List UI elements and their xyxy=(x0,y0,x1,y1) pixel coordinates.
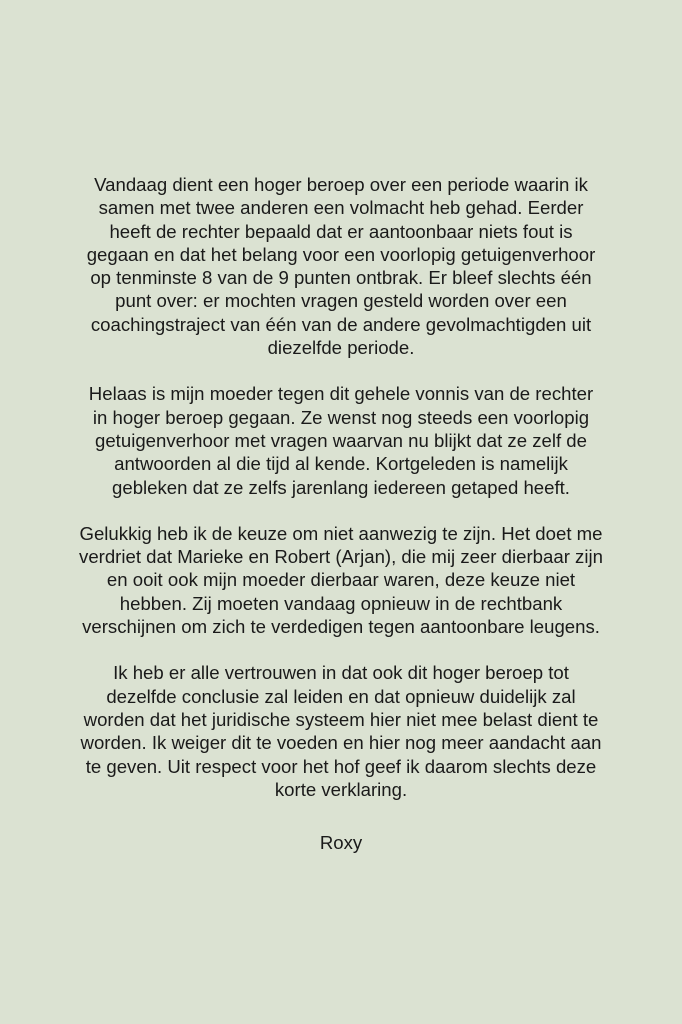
signature-name: Roxy xyxy=(319,832,363,854)
text-line: Vandaag dient een hoger beroep over een periode waarin ik xyxy=(94,174,588,195)
text-line: Helaas is mijn moeder tegen dit gehele vonnis van de rechter xyxy=(88,383,594,405)
text-line: heeft de rechter bepaald dat er aantoonbaar niets fout is xyxy=(109,220,573,242)
text-line: op tenminste 8 van de 9 punten ontbrak. Er bleef slechts één xyxy=(90,267,592,289)
text-line: Gelukkig heb ik de keuze om niet aanwezig te zijn. Het doet me xyxy=(79,522,603,544)
text-line: coachingstraject van één van de andere gevolmachtigden uit xyxy=(90,313,592,335)
paragraph-1 xyxy=(40,173,642,359)
text-line: samen met twee anderen een volmacht heb gehad. Eerder xyxy=(98,197,584,219)
text-line: worden. Ik weiger dit te voeden en hier nog meer aandacht aan xyxy=(80,732,602,754)
text-line: te geven. Uit respect voor het hof geef ik daarom slechts deze xyxy=(85,755,597,777)
text-line: korte verklaring. xyxy=(274,778,408,800)
paragraph-4 xyxy=(40,661,642,801)
text-line: gebleken dat ze zelfs jarenlang iedereen getaped heeft. xyxy=(112,476,570,498)
paragraph-3 xyxy=(40,522,642,638)
text-line: en ooit ook mijn moeder dierbaar waren, deze keuze niet xyxy=(106,569,576,591)
text-line: dezelfde conclusie zal leiden en dat opnieuw duidelijk zal xyxy=(106,685,576,707)
text-line: verschijnen om zich te verdedigen tegen aantoonbare leugens. xyxy=(82,616,600,638)
statement-text xyxy=(40,173,642,877)
text-line: Ik heb er alle vertrouwen in dat ook dit hoger beroep tot xyxy=(113,662,569,684)
text-line: gegaan en dat het belang voor een voorlopig getuigenverhoor xyxy=(86,243,596,265)
text-line: antwoorden al die tijd al kende. Kortgeleden is namelijk xyxy=(114,453,568,475)
text-line: hebben. Zij moeten vandaag opnieuw in de rechtbank xyxy=(119,592,563,614)
text-line: punt over: er mochten vragen gesteld worden over een xyxy=(115,290,567,312)
paragraph-2 xyxy=(40,382,642,498)
text-line: verdriet dat Marieke en Robert (Arjan), die mij zeer dierbaar zijn xyxy=(79,546,603,568)
text-line: diezelfde periode. xyxy=(267,337,415,359)
text-line: worden dat het juridische systeem hier niet mee belast dient te xyxy=(83,708,599,730)
text-line: in hoger beroep gegaan. Ze wenst nog steeds een voorlopig xyxy=(92,406,590,428)
signature xyxy=(40,831,642,854)
text-line: getuigenverhoor met vragen waarvan nu blijkt dat ze zelf de xyxy=(95,429,587,451)
